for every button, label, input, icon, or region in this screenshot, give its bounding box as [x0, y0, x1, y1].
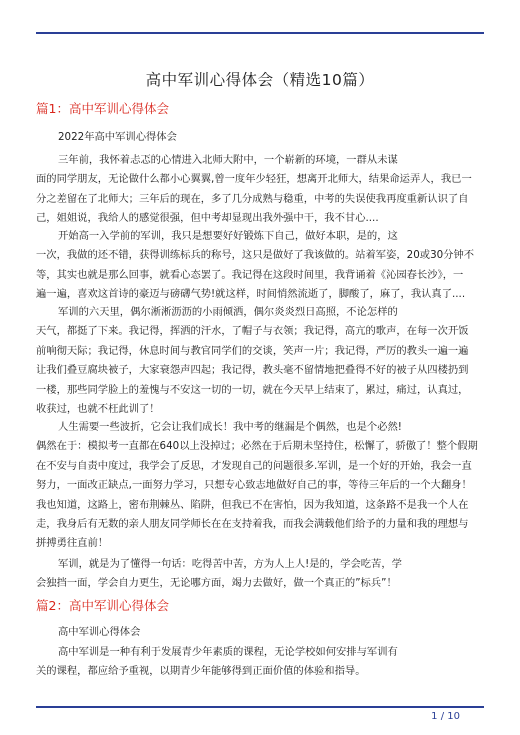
section-subtitle-1: 2022年高中军训心得体会 — [58, 131, 177, 143]
section-heading-2: 篇2：高中军训心得体会 — [36, 598, 169, 613]
section-subtitle-2: 高中军训心得体会 — [58, 626, 141, 638]
page-indicator: 1 / 10 — [431, 711, 460, 722]
paragraph: 人生需要一些波折，它会让我们成长！我中考的继漏是个偶然，也是个必然! 偶然在于：模拟考一直都在640以上没掉过；必然在于后期未坚持住，松懈了，骄傲了！整个假期 在不安与自责中度过，我学会了反思，才发现自己的问题很多.军训，是一个好的开始，我会一直 努力，一面改正缺点,一面努力学习，只想专心致志地做好自己的事，等待三年后的一个大翻身！ 我也知道，这路上，密布荆棘丛、陷阱，但我已不在害怕，因为我知道，这条路不是我一个人在 走，我身后有无数的亲人朋友同学师长在在支持着我，而我会满载他们给予的力量和我的理想与 拼搏勇往直前！ — [36, 421, 478, 550]
paragraph: 军训，就是为了懂得一句话：吃得苦中苦，方为人上人!是的，学会吃苦，学 会独挡一面，学会自力更生，无论哪方面，竭力去做好，做一个真正的”标兵”！ — [36, 558, 402, 590]
paragraph: 军训的六天里，偶尔淅淅沥沥的小雨倾洒，偶尔炎炎烈日高照，不论怎样的 天气，都挺了下来。我记得，挥洒的汗水，了帽子与衣领；我记得，高亢的歌声，在每一次开饭 前响彻天际；我记得，休息时间与教官同学们的交谈，笑声一片；我记得，严厉的教头一遍一遍 让我们叠豆腐块被子，大家衰怨声四起；我记得，教头毫不留情地把叠得不好的被子从四楼扔到 一楼，那些同学脸上的羞愧与不安这一切的一切，就在今天早上结束了，累过，痛过，认真过， 收获过，也就不枉此训了！ — [36, 306, 469, 416]
footer-rule — [36, 706, 484, 708]
document-title: 高中军训心得体会（精选10篇） — [145, 71, 375, 89]
section-heading-1: 篇1：高中军训心得体会 — [36, 101, 169, 116]
header-rule — [36, 32, 484, 34]
paragraph: 三年前，我怀着忐忑的心情进入北师大附中，一个崭新的环境，一群从未谋 面的同学朋友，无论做什么都小心翼翼,曾一度年少轻狂，想离开北师大，结果命运弄人，我已一 分之差留在了北师大；三年后的现在，多了几分成熟与稳重，中考的失误使我再度重新认识了自 己，姐姐说，我给人的感觉很强，但中考却显现出我外强中干，我不甘心.... — [36, 154, 472, 225]
paragraph: 高中军训是一种有利于发展青少年素质的课程，无论学校如何安排与军训有 关的课程，都应给予重视，以期青少年能够得到正面价值的体验和指导。 — [36, 646, 398, 678]
paragraph: 开始高一入学前的军训，我只是想要好好锻炼下自己，做好本职，是的，这 一次，我做的还不错，获得训练标兵的称号，这只是做好了我该做的。站着军姿，20或30分钟不 等，其实也就是那么回事，就看心态罢了。我记得在这段时间里，我背诵着《沁园春长沙》，一 遍一遍，喜欢这首诗的豪迈与磅礴气势!就这样，时间悄然流逝了，脚酸了，麻了，我认真了.... — [36, 230, 475, 301]
